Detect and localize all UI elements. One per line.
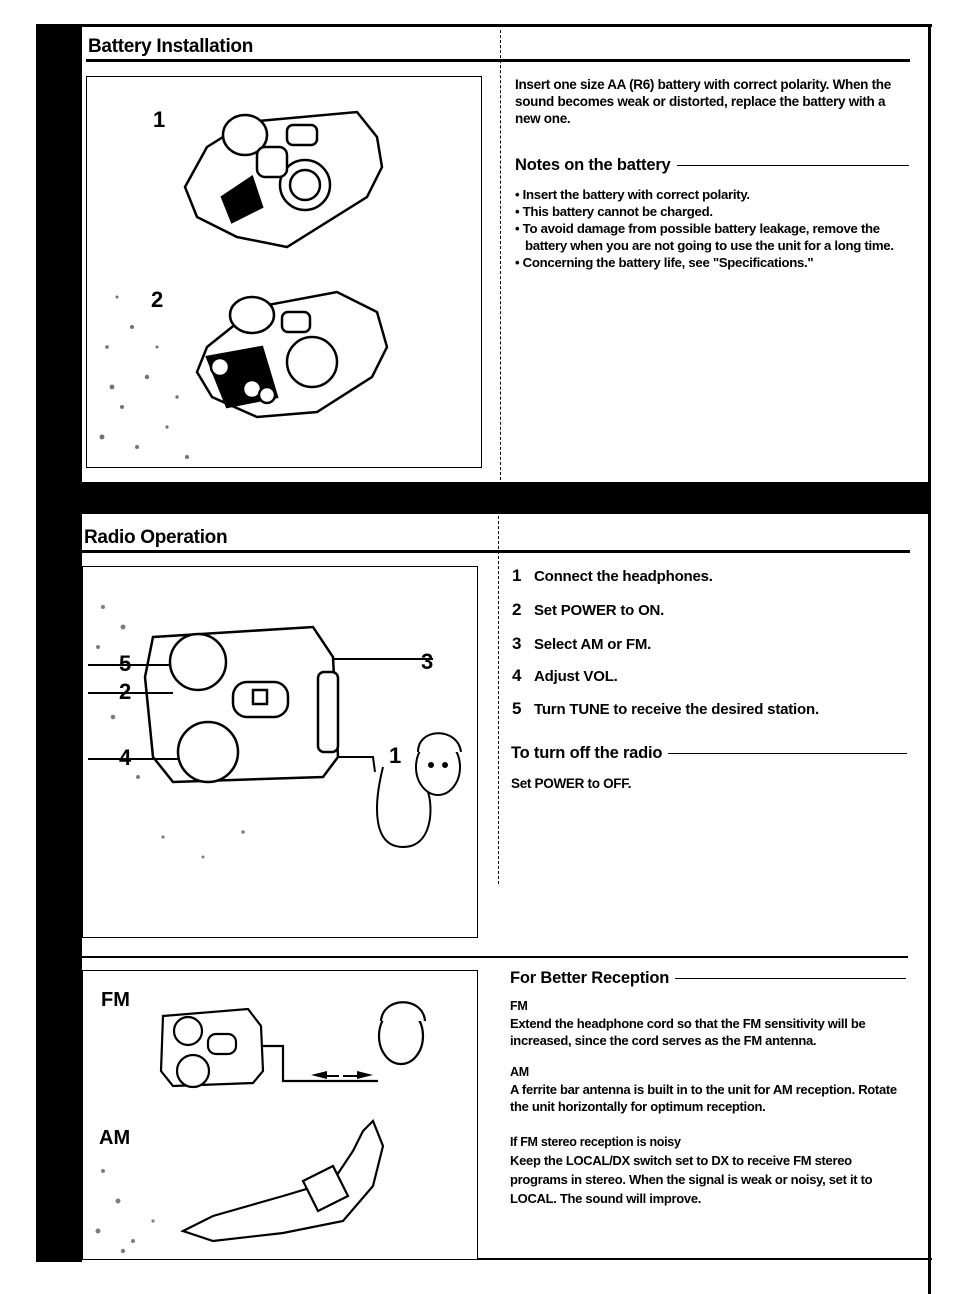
top-border [36,24,932,27]
battery-figure-drawing [87,77,483,469]
battery-title-rule [86,59,910,62]
column-divider [498,516,500,884]
fm-text: Extend the headphone cord so that the FM sensitivity will be increased, since the cord serves as the FM antenna. [510,1016,866,1048]
battery-intro-text: Insert one size AA (R6) battery with correct polarity. When the sound becomes weak or distorted, replace the battery with a new one. [515,77,891,126]
reception-body [510,998,908,1208]
radio-figure-drawing [83,567,479,939]
left-black-bar [36,24,82,1262]
callout-2: 2 [119,679,132,704]
radio-step: 1 Connect the headphones. [512,566,713,585]
radio-illustration [82,566,478,938]
radio-step: 4 Adjust VOL. [512,666,618,685]
better-reception-heading-text: For Better Reception [510,969,670,987]
figure-step-2: 2 [151,287,164,312]
section-divider-band [36,482,930,514]
battery-notes-list [513,186,895,271]
callout-4: 4 [119,745,132,770]
callout-1: 1 [389,743,402,768]
radio-section-title: Radio Operation [84,527,228,548]
notes-on-battery-heading [515,156,909,175]
radio-steps-list [512,566,902,733]
better-reception-heading [510,969,906,988]
battery-note: • Insert the battery with correct polarity. [515,187,750,202]
reception-figure-drawing [83,971,479,1261]
noisy-text: Keep the LOCAL/DX switch set to DX to receive FM stereo programs in stereo. When the signal is weak or noisy, set it to LOCAL. The sound will improve. [510,1153,873,1206]
right-border [928,24,931,1294]
reception-top-rule [82,956,908,958]
fm-heading: FM [510,999,528,1013]
turn-off-radio-heading [511,744,907,763]
callout-5: 5 [119,651,132,676]
am-text: A ferrite bar antenna is built in to the unit for AM reception. Rotate the unit horizontally for optimum reception. [510,1082,897,1114]
battery-note: • To avoid damage from possible battery leakage, remove the battery when you are not going to use the unit for a long time. [515,221,894,253]
battery-note: • Concerning the battery life, see "Specifications." [515,255,814,270]
turn-off-heading-text: To turn off the radio [511,744,663,762]
battery-section-title: Battery Installation [88,36,254,57]
noisy-heading: If FM stereo reception is noisy [510,1135,681,1149]
radio-step: 5 Turn TUNE to receive the desired station. [512,699,819,718]
radio-title-rule [82,550,910,553]
callout-3: 3 [421,649,434,674]
radio-step: 3 Select AM or FM. [512,634,652,653]
notes-heading-text: Notes on the battery [515,156,671,174]
fm-figure-label: FM [101,989,130,1011]
am-figure-label: AM [99,1127,131,1149]
reception-illustration [82,970,478,1260]
battery-illustration [86,76,482,468]
am-heading: AM [510,1065,529,1079]
battery-note: • This battery cannot be charged. [515,204,713,219]
column-divider [500,30,502,480]
radio-step: 2 Set POWER to ON. [512,600,665,619]
turn-off-text: Set POWER to OFF. [511,776,632,791]
figure-step-1: 1 [153,107,166,132]
